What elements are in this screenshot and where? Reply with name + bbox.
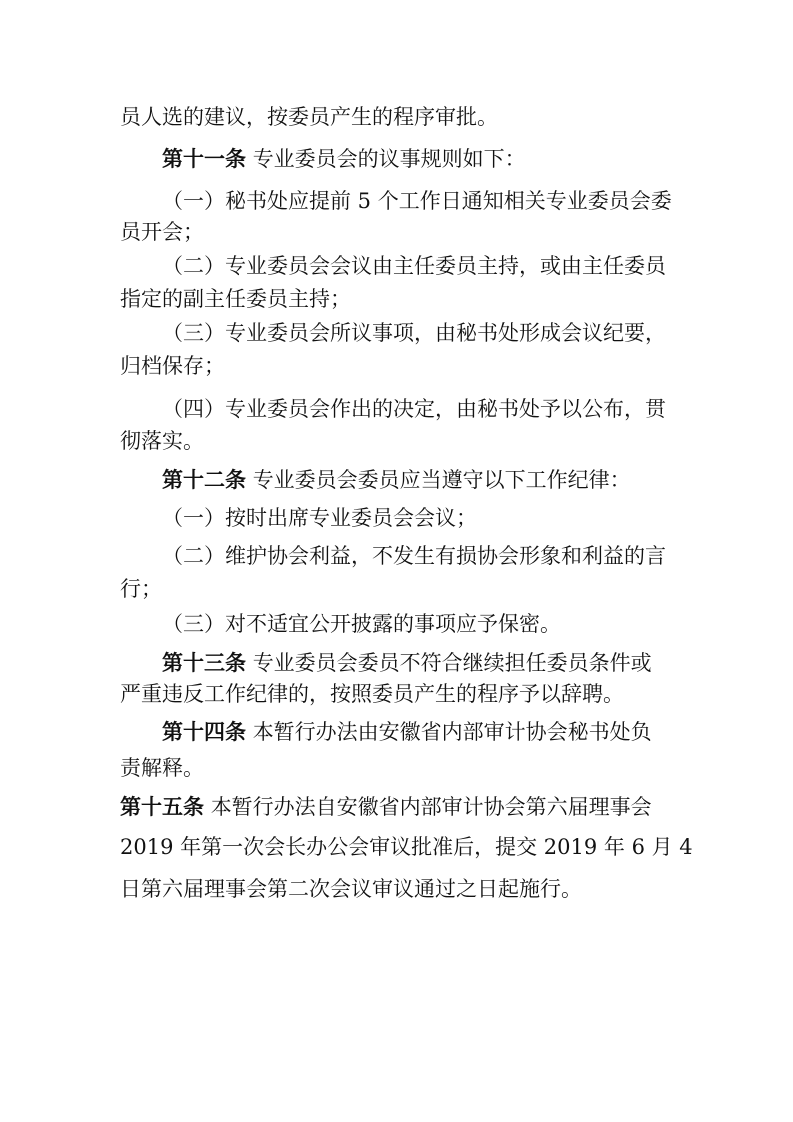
article-11-line: 第十一条 专业委员会的议事规则如下： bbox=[162, 147, 526, 171]
text-line: 责解释。 bbox=[120, 756, 204, 780]
article-14-line: 第十四条 本暂行办法由安徽省内部审计协会秘书处负 bbox=[162, 720, 652, 744]
text-line: 严重违反工作纪律的，按照委员产生的程序予以辞聘。 bbox=[120, 682, 624, 706]
text-line: 行； bbox=[120, 577, 162, 601]
text-line: （三）专业委员会所议事项，由秘书处形成会议纪要， bbox=[162, 321, 666, 345]
text-line: 日第六届理事会第二次会议审议通过之日起施行。 bbox=[120, 877, 582, 901]
text-line: 彻落实。 bbox=[120, 429, 204, 453]
text-line: （三）对不适宜公开披露的事项应予保密。 bbox=[162, 612, 561, 636]
article-15-line: 第十五条 本暂行办法自安徽省内部审计协会第六届理事会 bbox=[120, 795, 652, 819]
article-13-line: 第十三条 专业委员会委员不符合继续担任委员条件或 bbox=[162, 651, 652, 675]
text-line: （二）专业委员会会议由主任委员主持，或由主任委员 bbox=[162, 254, 666, 278]
text-line: （一）秘书处应提前 5 个工作日通知相关专业委员会委 bbox=[162, 189, 672, 213]
text-line: 员人选的建议，按委员产生的程序审批。 bbox=[120, 105, 498, 129]
article-heading: 第十一条 bbox=[162, 147, 246, 171]
article-12-line: 第十二条 专业委员会委员应当遵守以下工作纪律： bbox=[162, 468, 631, 492]
text-line: 2019 年第一次会长办公会审议批准后，提交 2019 年 6 月 4 bbox=[120, 835, 693, 859]
text-line: 员开会； bbox=[120, 220, 204, 244]
text-line: （四）专业委员会作出的决定，由秘书处予以公布，贯 bbox=[162, 397, 666, 421]
article-heading: 第十三条 bbox=[162, 651, 246, 675]
article-heading: 第十四条 bbox=[162, 720, 246, 744]
article-heading: 第十二条 bbox=[162, 468, 246, 492]
text-line: 归档保存； bbox=[120, 354, 225, 378]
text-line: 指定的副主任委员主持； bbox=[120, 287, 351, 311]
text-line: （一）按时出席专业委员会会议； bbox=[162, 506, 477, 530]
text-line: （二）维护协会利益，不发生有损协会形象和利益的言 bbox=[162, 544, 666, 568]
article-heading: 第十五条 bbox=[120, 795, 204, 819]
